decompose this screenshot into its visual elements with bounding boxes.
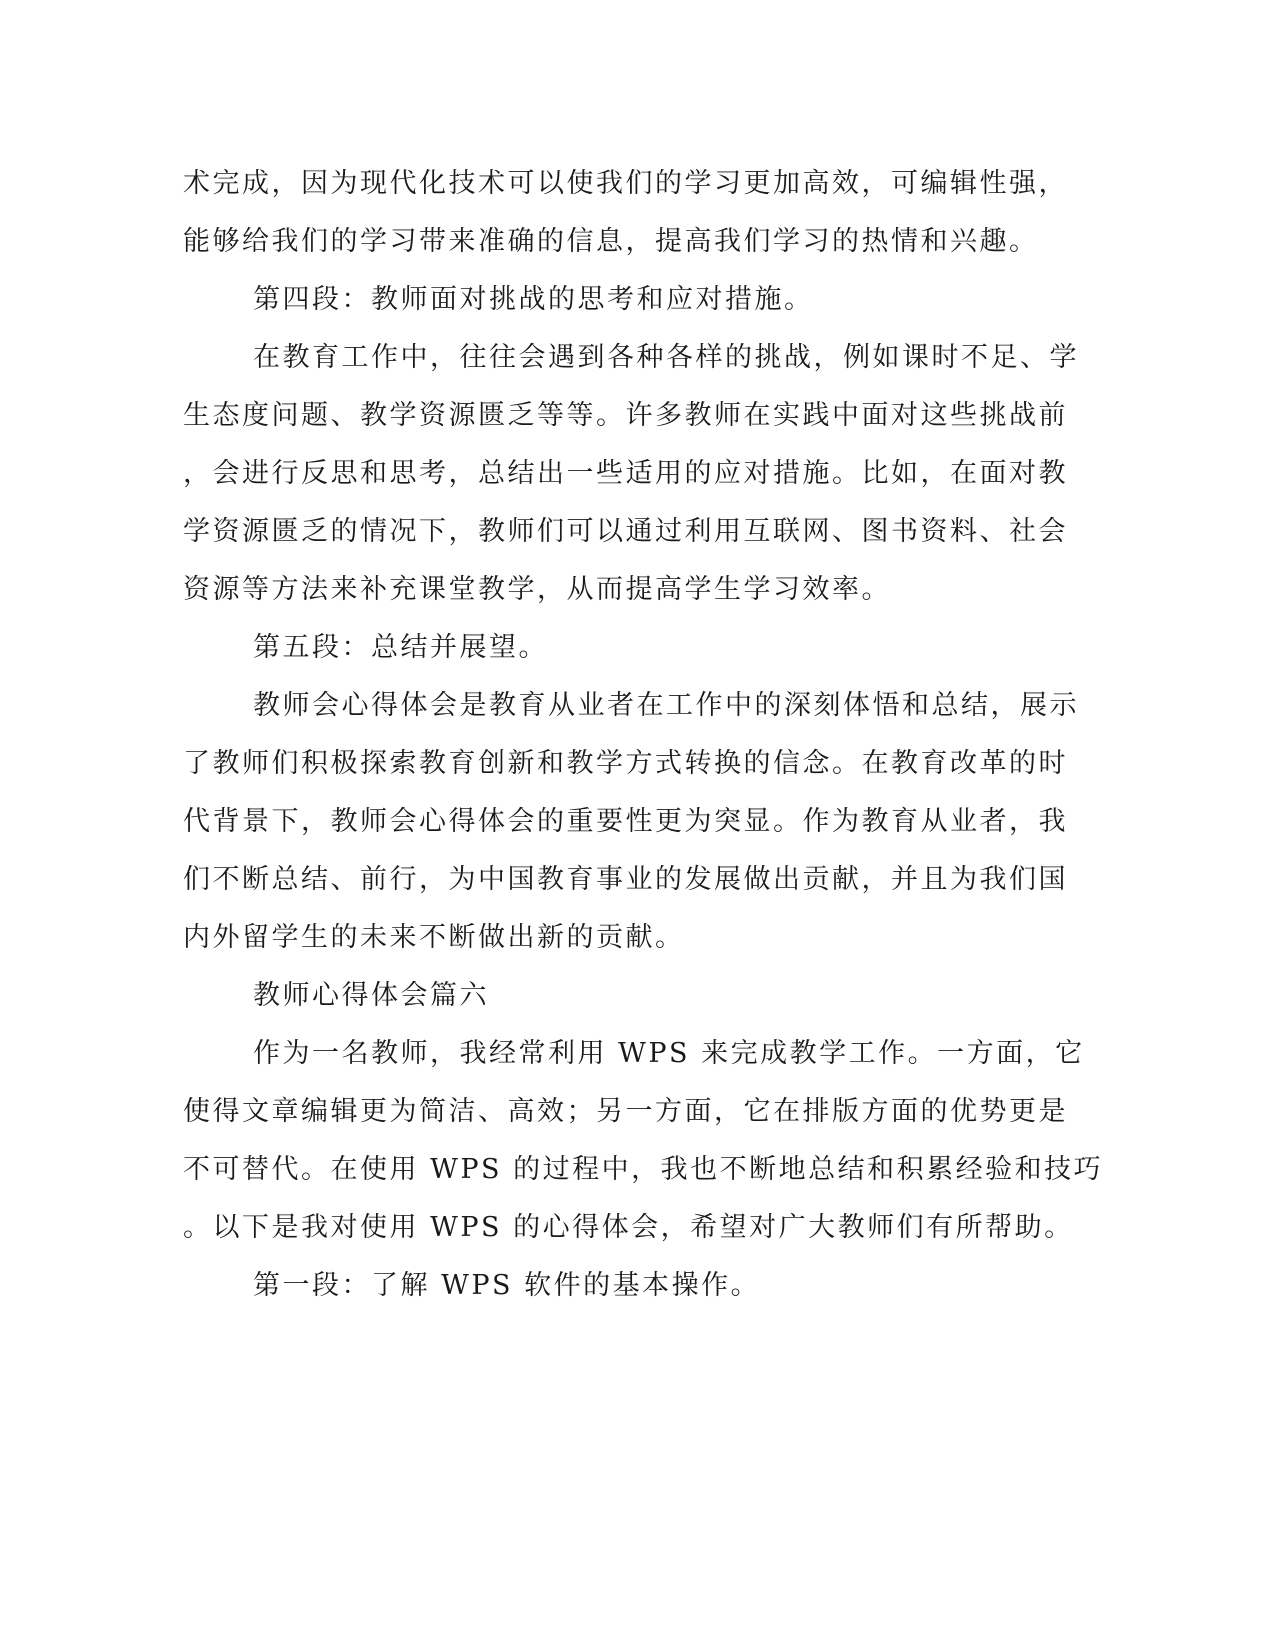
text-line: 内外留学生的未来不断做出新的贡献。	[183, 922, 685, 953]
text-line: 使得文章编辑更为简洁、高效；另一方面，它在排版方面的优势更是	[183, 1096, 1068, 1127]
section-heading: 第四段：教师面对挑战的思考和应对措施。	[253, 284, 814, 315]
article-title: 教师心得体会篇六	[253, 980, 489, 1011]
text-line: 能够给我们的学习带来准确的信息，提高我们学习的热情和兴趣。	[183, 226, 1039, 257]
text-line: 教师会心得体会是教育从业者在工作中的深刻体悟和总结，展示	[253, 690, 1079, 721]
text-line: 们不断总结、前行，为中国教育事业的发展做出贡献，并且为我们国	[183, 864, 1068, 895]
text-line: 生态度问题、教学资源匮乏等等。许多教师在实践中面对这些挑战前	[183, 400, 1068, 431]
text-line: 在教育工作中，往往会遇到各种各样的挑战，例如课时不足、学	[253, 342, 1079, 373]
document-body	[183, 155, 1104, 1315]
text-line: ，会进行反思和思考，总结出一些适用的应对措施。比如，在面对教	[183, 458, 1068, 489]
text-line: 学资源匮乏的情况下，教师们可以通过利用互联网、图书资料、社会	[183, 516, 1068, 547]
text-line: 代背景下，教师会心得体会的重要性更为突显。作为教育从业者，我	[183, 806, 1068, 837]
text-line: 了教师们积极探索教育创新和教学方式转换的信念。在教育改革的时	[183, 748, 1068, 779]
text-line: 资源等方法来补充课堂教学，从而提高学生学习效率。	[183, 574, 891, 605]
text-line: 作为一名教师，我经常利用 WPS 来完成教学工作。一方面，它	[253, 1038, 1085, 1069]
section-heading: 第一段：了解 WPS 软件的基本操作。	[253, 1270, 761, 1301]
text-line: 。以下是我对使用 WPS 的心得体会，希望对广大教师们有所帮助。	[183, 1212, 1074, 1243]
section-heading: 第五段：总结并展望。	[253, 632, 548, 663]
text-line: 不可替代。在使用 WPS 的过程中，我也不断地总结和积累经验和技巧	[183, 1154, 1104, 1185]
text-line: 术完成，因为现代化技术可以使我们的学习更加高效，可编辑性强，	[183, 168, 1068, 199]
